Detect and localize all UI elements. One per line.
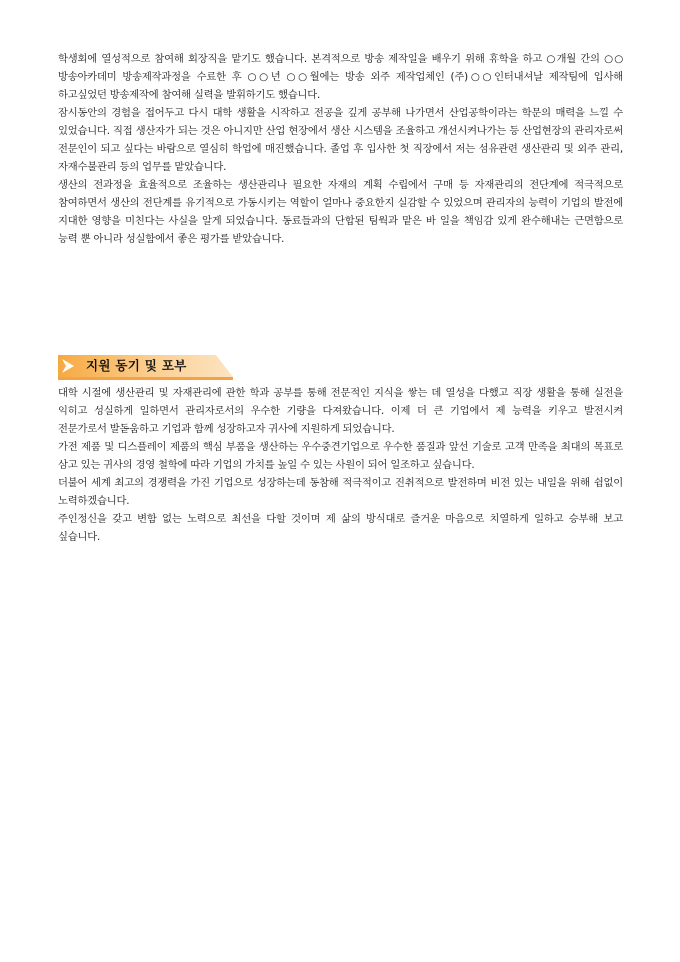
- paragraph: 생산의 전과정을 효율적으로 조율하는 생산관리나 필요한 자재의 계획 수립에서 구매 등 자재관리의 전단계에 적극적으로 참여하면서 생산의 전단계를 유기적으로 가동시키는 역할이 얼마나 중요한지 실감할 수 있었으며 관리자의 능력이 기업의 발전에 지대한 영향을 미친다는 사실을 알게 되었습니다. 동료들과의 단합된 팀웍과 맡은 바 일을 책임감 있게 완수해내는 근면함으로 능력 뿐 아니라 성실함에서 좋은 평가를 받았습니다.: [58, 179, 623, 245]
- section-header: [58, 355, 233, 377]
- section-divider: [58, 377, 233, 380]
- motivation-text: [58, 384, 623, 546]
- paragraph: 학생회에 열성적으로 참여해 회장직을 맡기도 했습니다. 본격적으로 방송 제작일을 배우기 위해 휴학을 하고 ○개월 간의 ○○방송아카데미 방송제작과정을 수료한 후 ○○년 ○○월에는 방송 외주 제작업체인 (주)○○인터내셔날 제작팀에 입사해 하고싶었던 방송제작에 참여해 실력을 발휘하기도 했습니다.: [58, 53, 623, 101]
- paragraph: 더불어 세계 최고의 경쟁력을 가진 기업으로 성장하는데 동참해 적극적이고 진취적으로 발전하며 비전 있는 내일을 위해 쉼없이 노력하겠습니다.: [58, 477, 623, 507]
- section-title: 지원 동기 및 포부: [86, 358, 187, 373]
- paragraph: 주인정신을 갖고 변함 없는 노력으로 최선을 다할 것이며 제 삶의 방식대로 즐거운 마음으로 치열하게 일하고 승부해 보고 싶습니다.: [58, 513, 623, 543]
- paragraph: 잠시동안의 경험을 접어두고 다시 대학 생활을 시작하고 전공을 깊게 공부해 나가면서 산업공학이라는 학문의 매력을 느낄 수 있었습니다. 직접 생산자가 되는 것은 아니지만 산업 현장에서 생산 시스템을 조율하고 개선시켜나가는 등 산업현장의 관리자로써 전문인이 되고 싶다는 바람으로 열심히 학업에 매진했습니다. 졸업 후 입사한 첫 직장에서 저는 섬유관련 생산관리 및 외주 관리, 자재수불관리 등의 업무를 맡았습니다.: [58, 107, 623, 173]
- paragraph: 대학 시절에 생산관리 및 자재관리에 관한 학과 공부를 통해 전문적인 지식을 쌓는 데 열성을 다했고 직장 생활을 통해 실전을 익히고 성실하게 일하면서 관리자로서의 우수한 기량을 다져왔습니다. 이제 더 큰 기업에서 제 능력을 키우고 발전시켜 전문가로서 발돋움하고 기업과 함께 성장하고자 귀사에 지원하게 되었습니다.: [58, 387, 623, 435]
- paragraph: 가전 제품 및 디스플레이 제품의 핵심 부품을 생산하는 우수중견기업으로 우수한 품질과 앞선 기술로 고객 만족을 최대의 목표로 삼고 있는 귀사의 경영 철학에 따라 기업의 가치를 높일 수 있는 사원이 되어 일조하고 싶습니다.: [58, 441, 623, 471]
- career-background-text: [58, 50, 623, 248]
